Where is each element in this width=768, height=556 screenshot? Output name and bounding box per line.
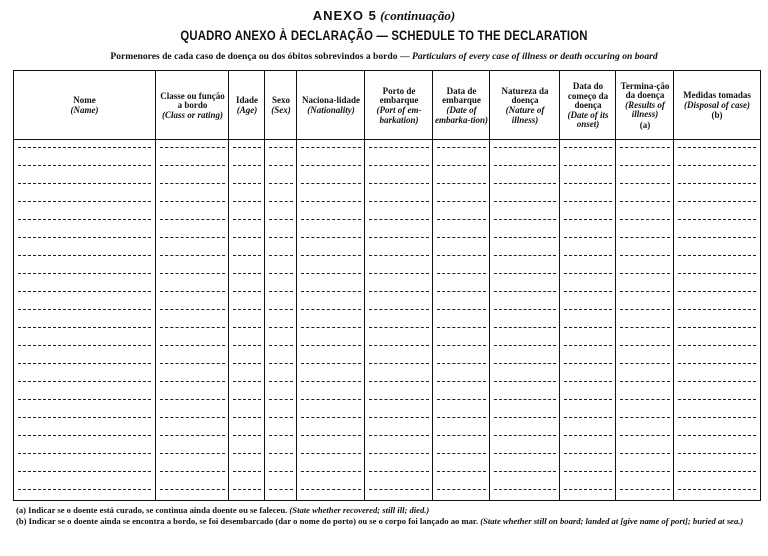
row-line (437, 345, 486, 346)
row-line (233, 165, 261, 166)
row-line (301, 165, 361, 166)
row-line (160, 471, 225, 472)
row-line (269, 327, 293, 328)
row-line (269, 345, 293, 346)
row-line (564, 219, 612, 220)
row-line (678, 327, 756, 328)
page-title: QUADRO ANEXO À DECLARAÇÃO — SCHEDULE TO THE DECLARATION (180, 28, 588, 43)
column-header (365, 75, 433, 137)
column-disposal (673, 71, 760, 500)
row-line (233, 309, 261, 310)
row-line (620, 417, 670, 418)
row-line (233, 489, 261, 490)
row-line (18, 435, 151, 436)
row-line (564, 255, 612, 256)
row-line (160, 327, 225, 328)
row-line (18, 183, 151, 184)
column-header (265, 75, 297, 137)
row-line (369, 201, 429, 202)
row-line (301, 471, 361, 472)
row-line (301, 273, 361, 274)
row-line (620, 291, 670, 292)
column-age (228, 71, 265, 500)
row-line (269, 237, 293, 238)
column-header-pt: Termina-ção da doença (620, 80, 670, 101)
row-line (160, 219, 225, 220)
annex-label: ANEXO 5 (312, 8, 377, 23)
row-line (494, 255, 556, 256)
row-line (678, 417, 756, 418)
row-line (620, 255, 670, 256)
row-line (160, 345, 225, 346)
row-line (620, 309, 670, 310)
column-header-pt: Naciona-lidade (301, 95, 360, 106)
row-line (678, 309, 756, 310)
row-line (233, 435, 261, 436)
column-header (560, 75, 616, 137)
row-line (437, 435, 486, 436)
row-line (301, 255, 361, 256)
row-line (678, 255, 756, 256)
row-line (494, 273, 556, 274)
row-line (620, 435, 670, 436)
row-line (369, 399, 429, 400)
column-nationality (296, 71, 365, 500)
row-line (437, 237, 486, 238)
row-line (269, 363, 293, 364)
footnote-a-pt: (a) Indicar se o doente está curado, se continua ainda doente ou se faleceu. (16, 505, 288, 515)
row-line (269, 147, 293, 148)
row-line (18, 291, 151, 292)
row-line (437, 291, 486, 292)
row-line (494, 345, 556, 346)
footnote-b-pt: (b) Indicar se o doente ainda se encontra a bordo, se foi desembarcado (dar o nome do porto) ou se o corpo foi lançado ao mar. (16, 515, 479, 526)
row-line (369, 237, 429, 238)
row-line (678, 165, 756, 166)
row-line (678, 453, 756, 454)
row-line (160, 291, 225, 292)
column-rows (490, 139, 560, 500)
row-line (678, 237, 756, 238)
row-line (437, 489, 486, 490)
column-header-pt: Idade (235, 95, 258, 106)
row-line (437, 327, 486, 328)
row-line (233, 345, 261, 346)
row-line (269, 255, 293, 256)
row-line (269, 381, 293, 382)
footnote-a (16, 505, 758, 516)
column-header-en: (Nature of illness) (505, 105, 545, 125)
row-line (620, 471, 670, 472)
row-line (678, 183, 756, 184)
row-line (437, 255, 486, 256)
column-result (615, 71, 674, 500)
row-line (160, 165, 225, 166)
row-line (620, 183, 670, 184)
row-line (369, 219, 429, 220)
row-line (678, 471, 756, 472)
row-line (18, 327, 151, 328)
row-line (301, 381, 361, 382)
row-line (233, 291, 261, 292)
row-line (620, 489, 670, 490)
column-header-en: (Date of its onset) (567, 109, 609, 130)
column-header-en: (Sex) (271, 105, 291, 115)
row-line (18, 273, 151, 274)
row-line (233, 255, 261, 256)
row-line (437, 273, 486, 274)
footnotes (16, 505, 758, 526)
row-line (369, 291, 429, 292)
row-line (18, 417, 151, 418)
annex-title (0, 9, 768, 23)
row-line (301, 183, 361, 184)
row-line (564, 183, 612, 184)
row-line (437, 147, 486, 148)
column-header-note: (b) (711, 110, 723, 121)
row-line (369, 345, 429, 346)
column-port (364, 71, 433, 500)
row-line (437, 471, 486, 472)
row-line (494, 183, 556, 184)
column-header-en: (Class or rating) (161, 109, 223, 120)
row-line (269, 489, 293, 490)
row-line (494, 471, 556, 472)
row-line (437, 399, 486, 400)
column-rows (297, 139, 365, 500)
row-line (301, 489, 361, 490)
row-line (233, 147, 261, 148)
row-line (18, 453, 151, 454)
row-line (269, 471, 293, 472)
row-line (437, 363, 486, 364)
column-header (674, 75, 760, 137)
row-line (18, 489, 151, 490)
row-line (233, 363, 261, 364)
row-line (678, 201, 756, 202)
row-line (18, 237, 151, 238)
column-onset-date (559, 71, 616, 500)
column-sex (264, 71, 297, 500)
column-header (14, 75, 155, 137)
column-header (490, 75, 560, 137)
row-line (160, 453, 225, 454)
column-rows (674, 139, 760, 500)
column-rows (265, 139, 297, 500)
column-header-en: (Disposal of case) (684, 99, 750, 110)
row-line (564, 417, 612, 418)
column-header-pt: Natureza da doença (501, 85, 549, 106)
row-line (564, 345, 612, 346)
row-line (160, 183, 225, 184)
row-line (564, 327, 612, 328)
row-line (369, 327, 429, 328)
row-line (301, 435, 361, 436)
row-line (160, 489, 225, 490)
row-line (369, 183, 429, 184)
row-line (233, 399, 261, 400)
column-header-en: (Name) (70, 105, 99, 115)
column-rows (560, 139, 616, 500)
row-line (160, 309, 225, 310)
column-embarkation-date (432, 71, 490, 500)
column-rows (156, 139, 229, 500)
row-line (620, 399, 670, 400)
row-line (18, 147, 151, 148)
row-line (160, 435, 225, 436)
annex-continuation: (continuação) (380, 8, 456, 23)
row-line (369, 435, 429, 436)
row-line (18, 219, 151, 220)
row-line (620, 363, 670, 364)
column-header (616, 75, 674, 137)
row-line (369, 489, 429, 490)
row-line (233, 327, 261, 328)
row-line (233, 237, 261, 238)
row-line (620, 345, 670, 346)
row-line (233, 471, 261, 472)
column-rows (229, 139, 265, 500)
row-line (564, 471, 612, 472)
subtitle-pt: Pormenores de cada caso de doença ou dos óbitos sobrevindos a bordo — (110, 51, 410, 62)
column-header-pt: Classe ou função a bordo (160, 90, 225, 111)
row-line (18, 471, 151, 472)
row-line (160, 255, 225, 256)
row-line (160, 273, 225, 274)
row-line (494, 381, 556, 382)
row-line (18, 201, 151, 202)
row-line (620, 273, 670, 274)
column-header-en: (Age) (236, 105, 258, 115)
row-line (494, 165, 556, 166)
row-line (269, 453, 293, 454)
row-line (678, 399, 756, 400)
row-line (564, 381, 612, 382)
row-line (301, 399, 361, 400)
row-line (301, 147, 361, 148)
row-line (564, 273, 612, 274)
row-line (233, 219, 261, 220)
column-header-pt: Sexo (272, 95, 290, 106)
row-line (160, 417, 225, 418)
row-line (233, 201, 261, 202)
row-line (678, 381, 756, 382)
row-line (369, 381, 429, 382)
row-line (269, 417, 293, 418)
row-line (18, 255, 151, 256)
row-line (678, 435, 756, 436)
footnote-a-en: (State whether recovered; still ill; died.) (289, 505, 430, 515)
row-line (678, 219, 756, 220)
row-line (369, 453, 429, 454)
row-line (301, 219, 361, 220)
subtitle (0, 51, 768, 63)
row-line (494, 219, 556, 220)
row-line (160, 201, 225, 202)
row-line (564, 147, 612, 148)
row-line (437, 309, 486, 310)
row-line (269, 291, 293, 292)
footnote-b-en: (State whether still on board; landed at [give name of port]; buried at sea.) (480, 515, 744, 526)
column-rows (365, 139, 433, 500)
footnote-b (16, 516, 758, 527)
column-nature (489, 71, 560, 500)
row-line (233, 381, 261, 382)
column-header-en: (Port of em-barkation) (376, 105, 422, 125)
column-header (229, 75, 265, 137)
row-line (269, 201, 293, 202)
row-line (369, 147, 429, 148)
row-line (233, 453, 261, 454)
row-line (18, 381, 151, 382)
row-line (564, 201, 612, 202)
row-line (678, 489, 756, 490)
column-header-pt: Medidas tomadas (683, 90, 751, 101)
row-line (160, 399, 225, 400)
row-line (494, 201, 556, 202)
row-line (494, 147, 556, 148)
row-line (233, 183, 261, 184)
row-line (160, 147, 225, 148)
row-line (494, 363, 556, 364)
column-name (14, 71, 155, 500)
row-line (301, 237, 361, 238)
row-line (18, 399, 151, 400)
row-line (233, 273, 261, 274)
column-header (433, 75, 490, 137)
row-line (494, 327, 556, 328)
subtitle-en: Particulars of every case of illness or death occuring on board (411, 51, 658, 62)
row-line (620, 453, 670, 454)
row-line (564, 237, 612, 238)
row-line (160, 381, 225, 382)
row-line (437, 417, 486, 418)
row-line (564, 453, 612, 454)
row-line (301, 201, 361, 202)
row-line (564, 435, 612, 436)
row-line (620, 219, 670, 220)
row-line (301, 291, 361, 292)
row-line (678, 147, 756, 148)
column-rows (14, 139, 155, 500)
row-line (494, 489, 556, 490)
row-line (437, 219, 486, 220)
row-line (369, 309, 429, 310)
row-line (301, 417, 361, 418)
row-line (437, 381, 486, 382)
row-line (494, 417, 556, 418)
row-line (437, 201, 486, 202)
row-line (564, 363, 612, 364)
row-line (18, 165, 151, 166)
row-line (564, 489, 612, 490)
column-header-pt: Data de embarque (442, 85, 481, 106)
row-line (494, 309, 556, 310)
column-header-pt: Porto de embarque (379, 85, 419, 106)
row-line (369, 363, 429, 364)
row-line (369, 255, 429, 256)
row-line (269, 309, 293, 310)
row-line (437, 453, 486, 454)
row-line (369, 417, 429, 418)
row-line (620, 165, 670, 166)
column-header-pt: Data do começo da doença (567, 81, 609, 111)
row-line (678, 291, 756, 292)
row-line (301, 345, 361, 346)
row-line (160, 363, 225, 364)
row-line (620, 237, 670, 238)
column-header (297, 75, 365, 137)
row-line (269, 165, 293, 166)
row-line (678, 363, 756, 364)
row-line (564, 309, 612, 310)
row-line (437, 183, 486, 184)
row-line (494, 435, 556, 436)
column-class (155, 71, 229, 500)
row-line (301, 453, 361, 454)
row-line (437, 165, 486, 166)
row-line (620, 147, 670, 148)
row-line (301, 327, 361, 328)
row-line (564, 165, 612, 166)
row-line (301, 363, 361, 364)
schedule-table (13, 70, 761, 501)
row-line (269, 219, 293, 220)
column-header (156, 75, 229, 137)
row-line (269, 399, 293, 400)
row-line (369, 273, 429, 274)
row-line (620, 381, 670, 382)
row-line (160, 237, 225, 238)
column-header-en: (Results of illness) (625, 99, 665, 120)
row-line (233, 417, 261, 418)
row-line (18, 309, 151, 310)
row-line (18, 345, 151, 346)
row-line (369, 471, 429, 472)
row-line (494, 237, 556, 238)
row-line (564, 399, 612, 400)
column-header-pt: Nome (73, 95, 96, 106)
row-line (494, 399, 556, 400)
row-line (678, 273, 756, 274)
row-line (269, 273, 293, 274)
row-line (494, 291, 556, 292)
row-line (494, 453, 556, 454)
row-line (620, 327, 670, 328)
column-rows (616, 139, 674, 500)
row-line (564, 291, 612, 292)
column-header-en: (Date of embarka-tion) (435, 105, 488, 125)
row-line (269, 183, 293, 184)
row-line (301, 309, 361, 310)
column-rows (433, 139, 490, 500)
row-line (620, 201, 670, 202)
row-line (369, 165, 429, 166)
row-line (678, 345, 756, 346)
row-line (269, 435, 293, 436)
column-header-en: (Nationality) (307, 105, 355, 115)
row-line (18, 363, 151, 364)
column-header-note: (a) (639, 119, 651, 130)
